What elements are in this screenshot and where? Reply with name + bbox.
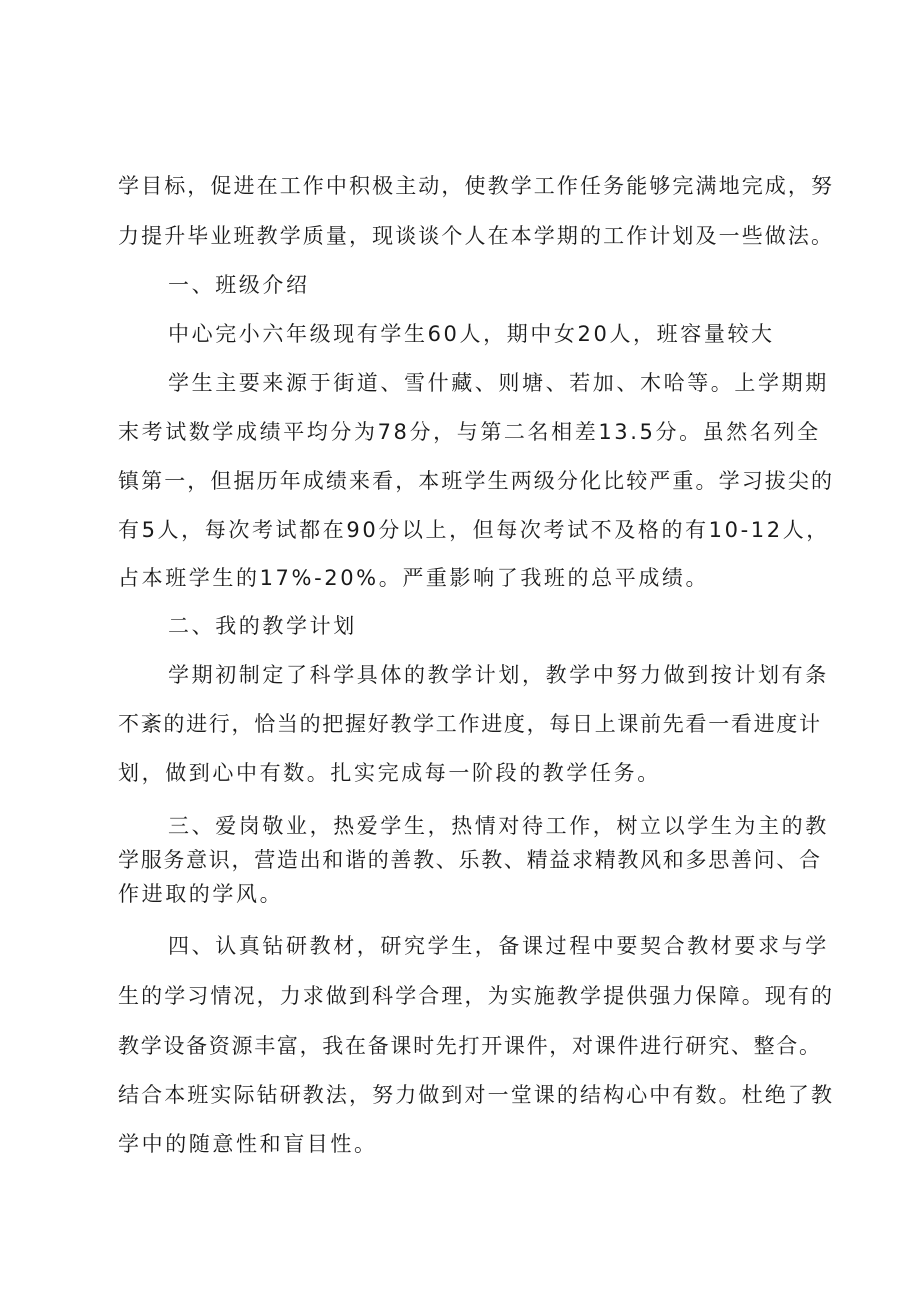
section-heading: 二、我的教学计划 bbox=[168, 614, 357, 638]
text-line: 有5人，每次考试都在90分以上，但每次考试不及格的有10-12人， bbox=[118, 518, 830, 542]
text-line: 学服务意识，营造出和谐的善教、乐教、精益求精教风和多思善问、合 bbox=[118, 848, 822, 872]
section-heading: 一、班级介绍 bbox=[168, 273, 310, 297]
text-line: 教学设备资源丰富，我在备课时先打开课件，对课件进行研究、整合。 bbox=[118, 1034, 822, 1058]
text-line: 力提升毕业班教学质量，现谈谈个人在本学期的工作计划及一些做法。 bbox=[118, 224, 835, 248]
text-line: 划，做到心中有数。扎实完成每一阶段的教学任务。 bbox=[118, 761, 661, 785]
text-line: 不紊的进行，恰当的把握好教学工作进度，每日上课前先看一看进度计 bbox=[118, 712, 822, 736]
text-line: 作进取的学风。 bbox=[118, 882, 284, 906]
text-line: 学期初制定了科学具体的教学计划，教学中努力做到按计划有条 bbox=[168, 663, 829, 687]
text-line: 学目标，促进在工作中积极主动，使教学工作任务能够完满地完成，努 bbox=[118, 174, 835, 198]
text-line: 结合本班实际钻研教法，努力做到对一堂课的结构心中有数。杜绝了教 bbox=[118, 1083, 835, 1107]
text-line: 末考试数学成绩平均分为78分，与第二名相差13.5分。虽然名列全 bbox=[118, 420, 821, 444]
text-line: 四、认真钻研教材，研究学生，备课过程中要契合教材要求与学 bbox=[168, 934, 829, 958]
text-line: 镇第一，但据历年成绩来看，本班学生两级分化比较严重。学习拔尖的 bbox=[118, 469, 835, 493]
text-line: 生的学习情况，力求做到科学合理，为实施教学提供强力保障。现有的 bbox=[118, 984, 835, 1008]
text-line: 三、爱岗敬业，热爱学生，热情对待工作，树立以学生为主的教 bbox=[168, 814, 829, 838]
text-line: 学中的随意性和盲目性。 bbox=[118, 1132, 378, 1156]
text-line: 学生主要来源于街道、雪什藏、则塘、若加、木哈等。上学期期 bbox=[168, 371, 829, 395]
text-line: 中心完小六年级现有学生60人，期中女20人，班容量较大 bbox=[168, 322, 775, 346]
text-line: 占本班学生的17%-20%。严重影响了我班的总平成绩。 bbox=[118, 566, 710, 590]
